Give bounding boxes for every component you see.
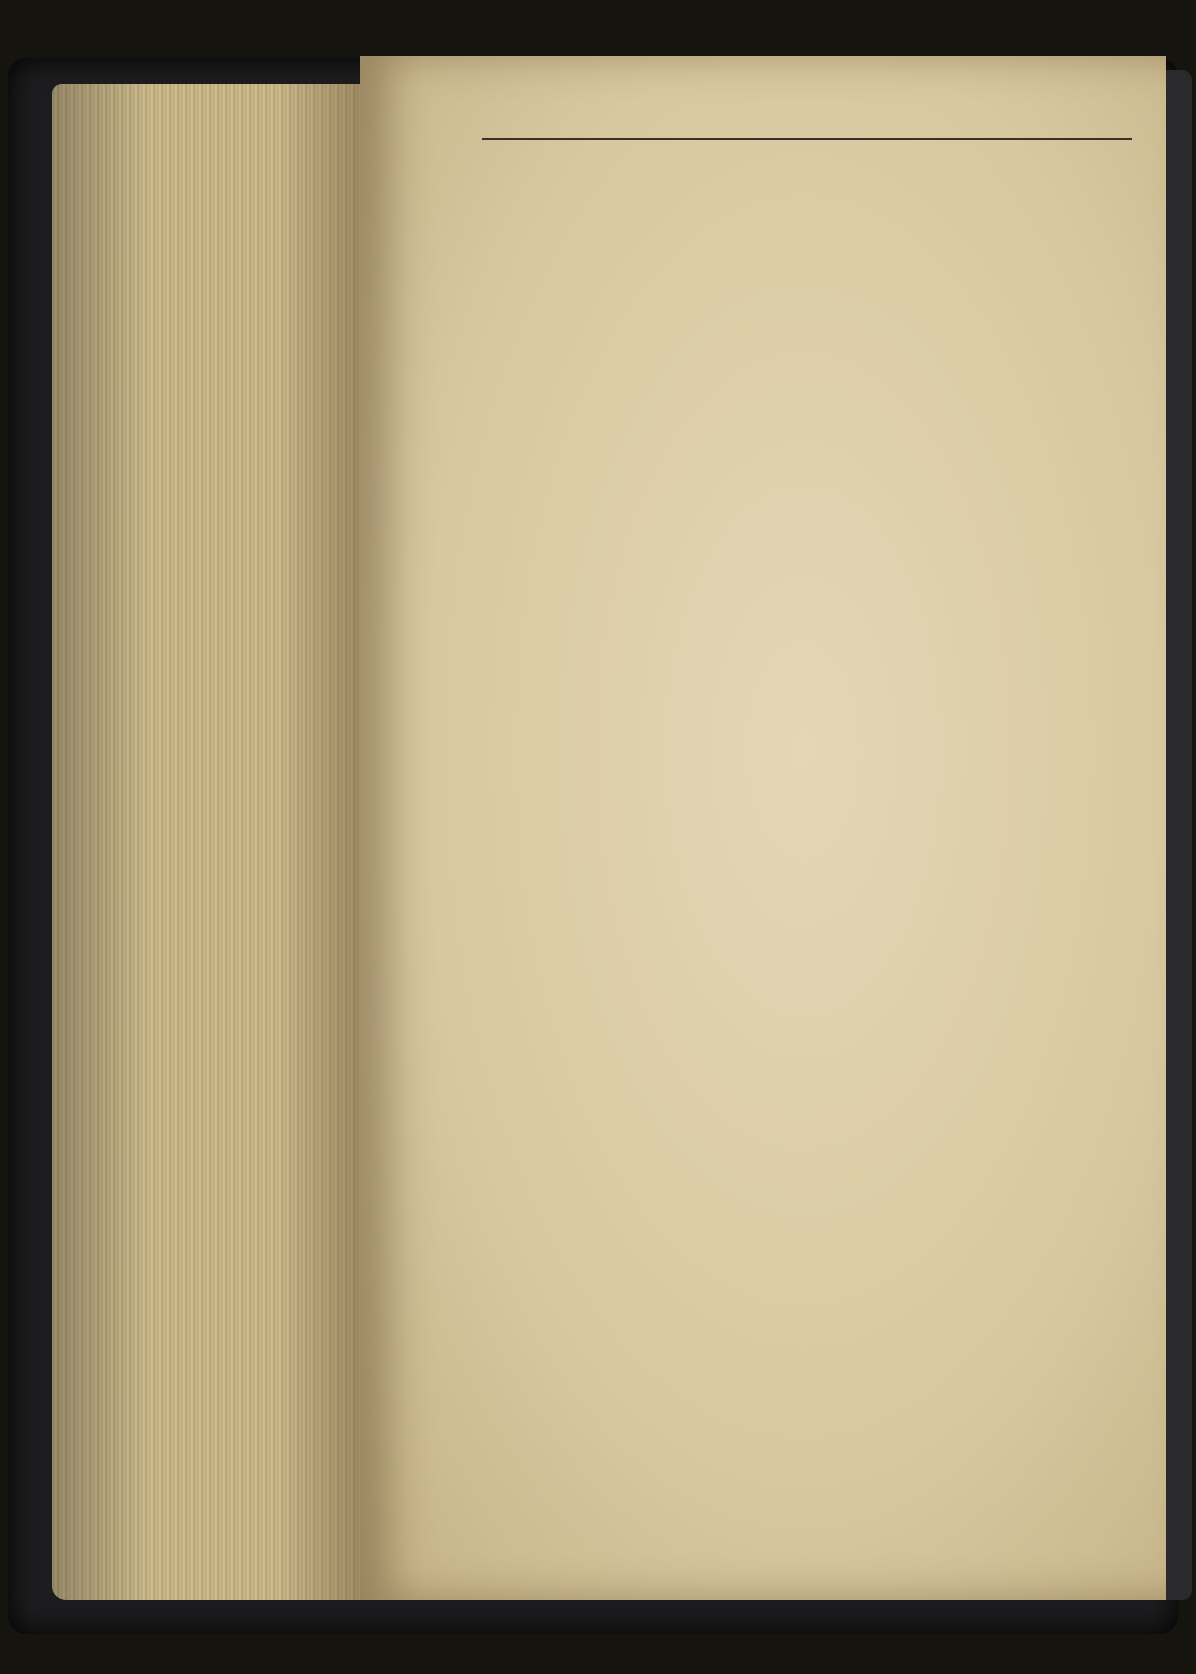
page-block-shadow	[52, 84, 372, 1600]
header-rule	[482, 138, 1132, 140]
book-page	[360, 56, 1166, 1600]
text-line	[486, 1302, 1148, 1334]
hymn-418-first-stanza	[442, 1270, 1148, 1365]
text-line	[486, 1270, 1148, 1302]
text-line	[442, 1333, 1148, 1365]
page-header	[440, 92, 1150, 138]
